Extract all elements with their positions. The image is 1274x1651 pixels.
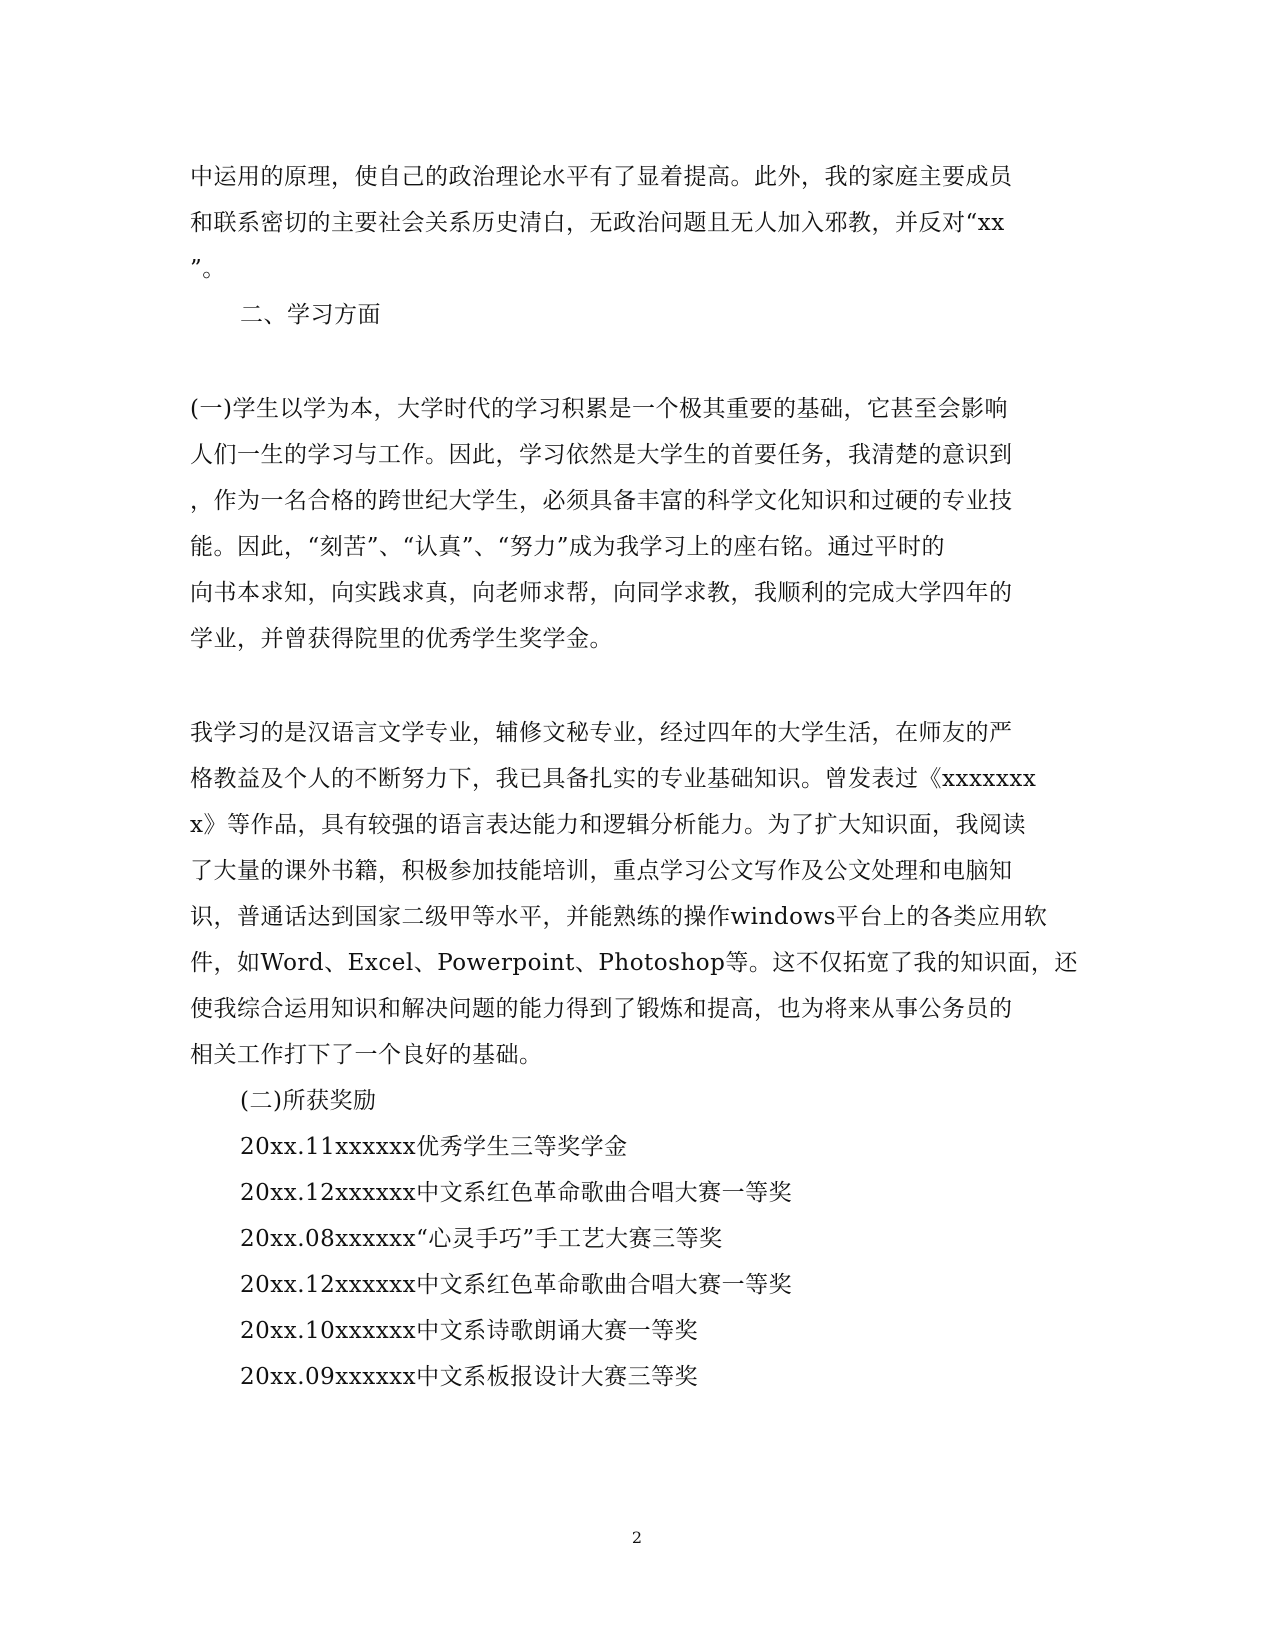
paragraph-line: 了大量的课外书籍，积极参加技能培训，重点学习公文写作及公文处理和电脑知 [190, 858, 1013, 884]
paragraph-line: 能。因此，“刻苦”、“认真”、“努力”成为我学习上的座右铭。通过平时的 [190, 534, 946, 560]
awards-heading: (二)所获奖励 [240, 1088, 377, 1114]
intro-line: 和联系密切的主要社会关系历史清白，无政治问题且无人加入邪教，并反对“xx [190, 210, 1005, 236]
award-item: 20xx.11xxxxxx优秀学生三等奖学金 [240, 1134, 628, 1160]
award-item: 20xx.09xxxxxx中文系板报设计大赛三等奖 [240, 1364, 699, 1390]
paragraph-line: x》等作品，具有较强的语言表达能力和逻辑分析能力。为了扩大知识面，我阅读 [190, 812, 1026, 838]
page-number: 2 [631, 1528, 643, 1547]
paragraph-line: (一)学生以学为本，大学时代的学习积累是一个极其重要的基础，它甚至会影响 [190, 396, 1008, 422]
section-heading: 二、学习方面 [240, 302, 381, 328]
paragraph-line: 识，普通话达到国家二级甲等水平，并能熟练的操作windows平台上的各类应用软 [190, 904, 1048, 930]
intro-line: 中运用的原理，使自己的政治理论水平有了显着提高。此外，我的家庭主要成员 [190, 164, 1013, 190]
paragraph-line: 我学习的是汉语言文学专业，辅修文秘专业，经过四年的大学生活，在师友的严 [190, 720, 1013, 746]
paragraph-line: 学业，并曾获得院里的优秀学生奖学金。 [190, 626, 613, 652]
paragraph-line: ，作为一名合格的跨世纪大学生，必须具备丰富的科学文化知识和过硬的专业技 [190, 488, 1013, 514]
award-item: 20xx.12xxxxxx中文系红色革命歌曲合唱大赛一等奖 [240, 1180, 793, 1206]
paragraph-line: 使我综合运用知识和解决问题的能力得到了锻炼和提高，也为将来从事公务员的 [190, 996, 1013, 1022]
paragraph-line: 人们一生的学习与工作。因此，学习依然是大学生的首要任务，我清楚的意识到 [190, 442, 1013, 468]
award-item: 20xx.12xxxxxx中文系红色革命歌曲合唱大赛一等奖 [240, 1272, 793, 1298]
paragraph-line: 件，如Word、Excel、Powerpoint、Photoshop等。这不仅拓宽了我的知识面，还 [190, 950, 1078, 976]
paragraph-line: 格教益及个人的不断努力下，我已具备扎实的专业基础知识。曾发表过《xxxxxxx [190, 766, 1037, 792]
intro-line: ”。 [190, 256, 226, 282]
award-item: 20xx.08xxxxxx“心灵手巧”手工艺大赛三等奖 [240, 1226, 723, 1252]
paragraph-line: 向书本求知，向实践求真，向老师求帮，向同学求教，我顺利的完成大学四年的 [190, 580, 1013, 606]
paragraph-line: 相关工作打下了一个良好的基础。 [190, 1042, 543, 1068]
award-item: 20xx.10xxxxxx中文系诗歌朗诵大赛一等奖 [240, 1318, 699, 1344]
